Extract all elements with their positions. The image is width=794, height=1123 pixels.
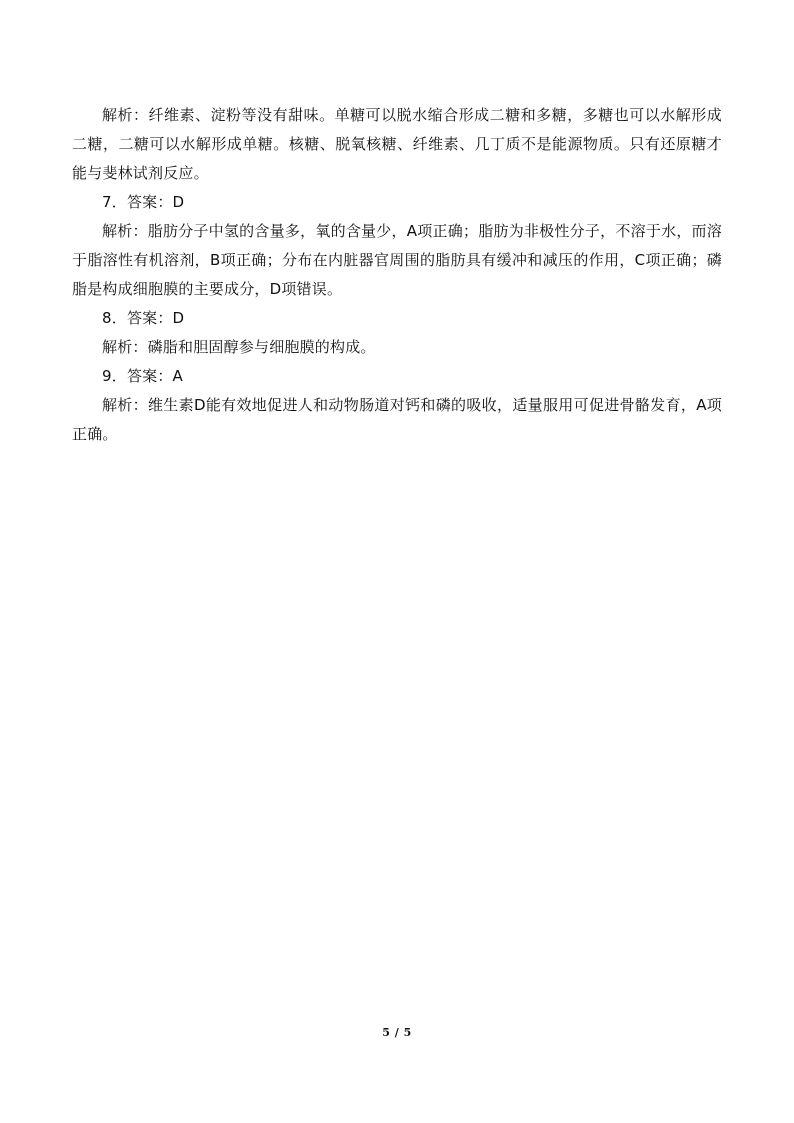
analysis-paragraph-8: 解析：磷脂和胆固醇参与细胞膜的构成。 [102,338,376,356]
analysis-paragraph-6: 解析：纤维素、淀粉等没有甜味。单糖可以脱水缩合形成二糖和多糖，多糖也可以水解形成二糖，二糖可以水解形成单糖。核糖、脱氧核糖、纤维素、几丁质不是能源物质。只有还原糖才能与斐林试剂反应。 [72,106,722,182]
answer-line-7: 7．答案：D [102,193,185,211]
analysis-paragraph-7: 解析：脂肪分子中氢的含量多，氧的含量少，A项正确；脂肪为非极性分子，不溶于水，而溶于脂溶性有机溶剂，B项正确；分布在内脏器官周围的脂肪具有缓冲和减压的作用，C项正确；磷脂是构成细胞膜的主要成分，D项错误。 [72,222,722,298]
page-number: 5 / 5 [382,1026,412,1039]
answer-analysis-section [72,101,722,449]
answer-line-9: 9．答案：A [102,367,184,385]
analysis-paragraph-9: 解析：维生素D能有效地促进人和动物肠道对钙和磷的吸收，适量服用可促进骨骼发育，A项正确。 [72,396,722,443]
answer-line-8: 8．答案：D [102,309,185,327]
